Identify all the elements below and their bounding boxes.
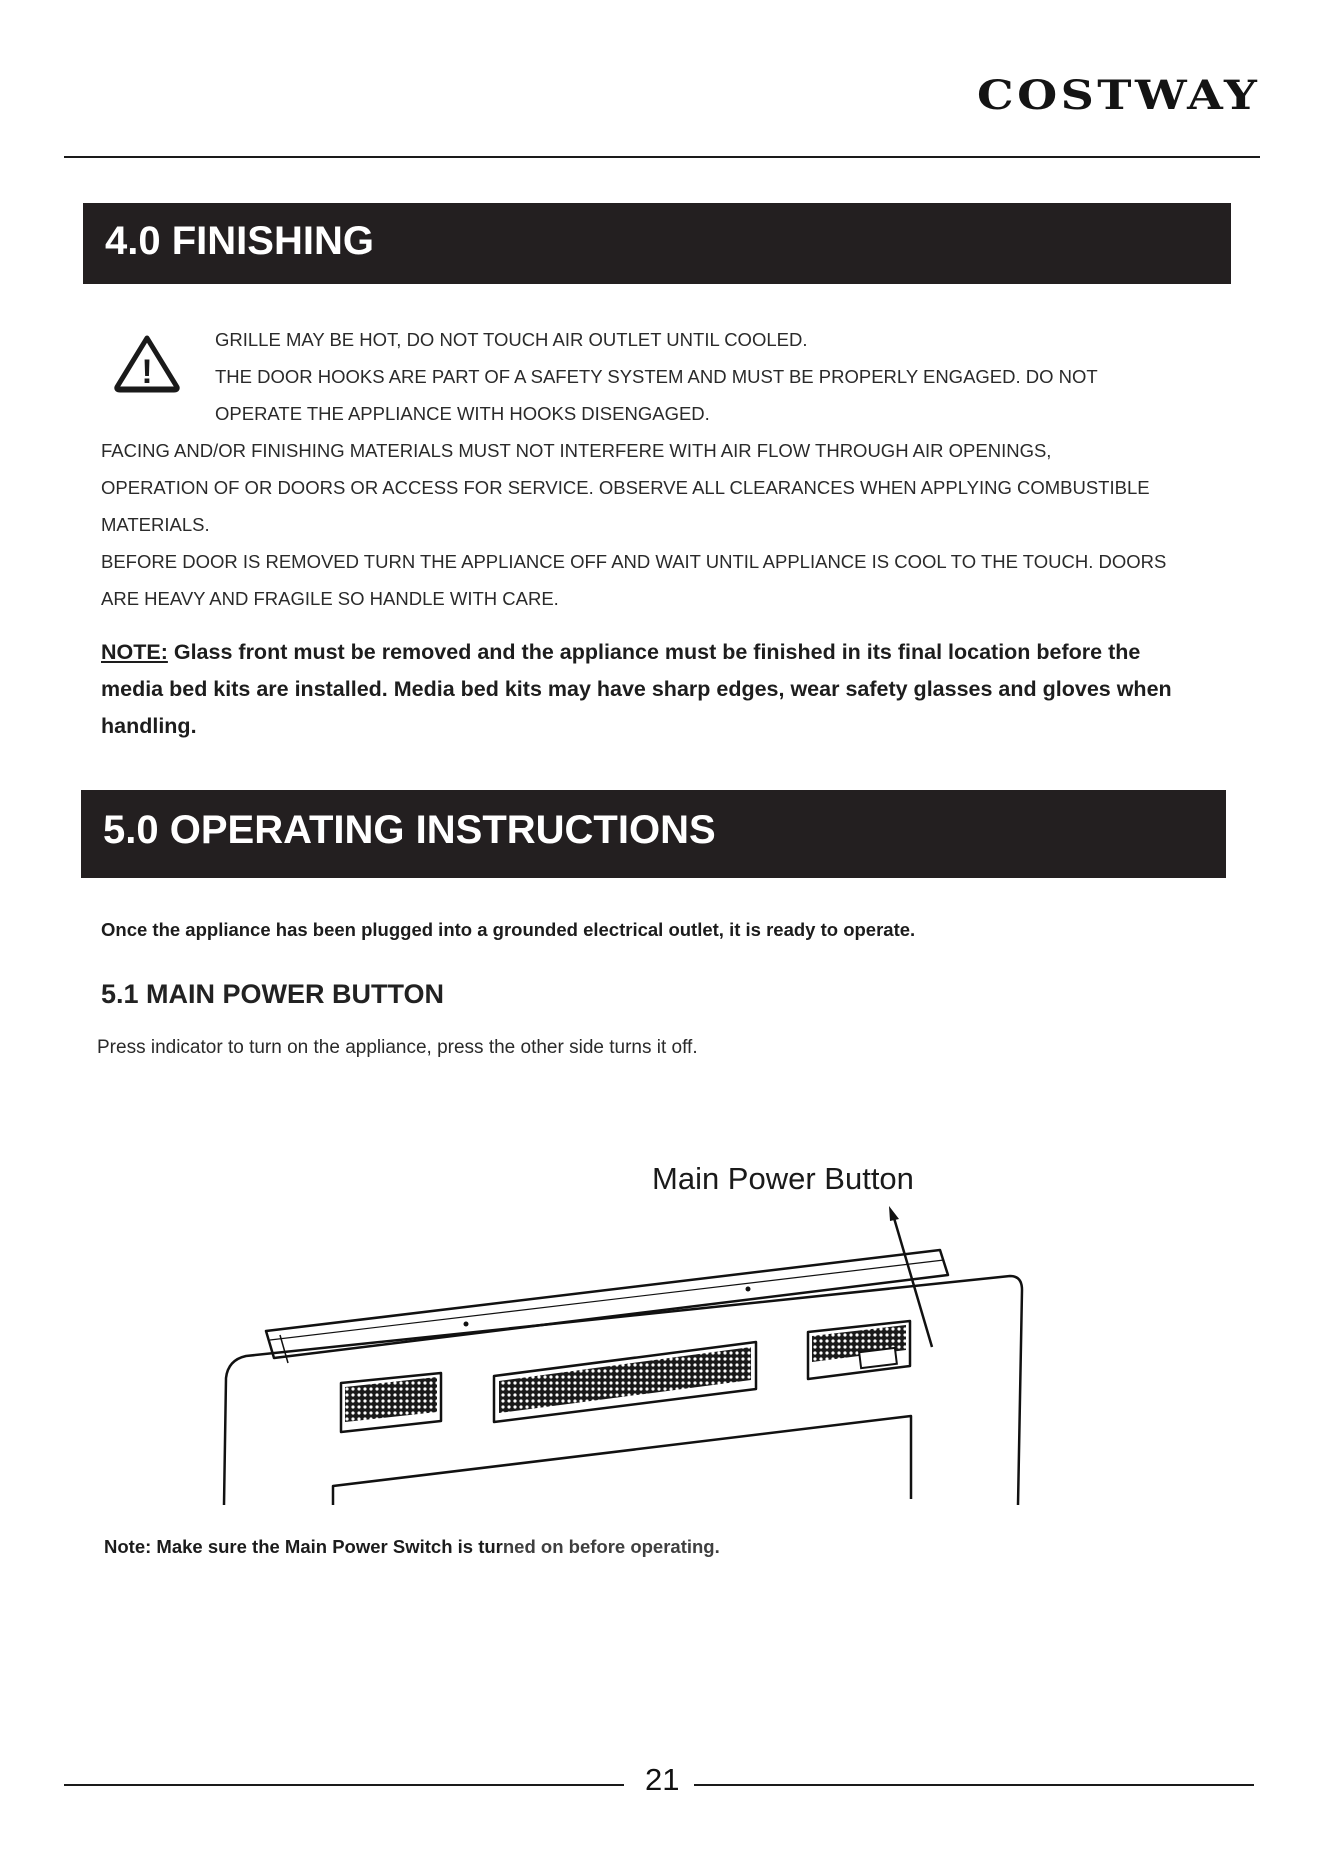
body-line-2: OPERATION OF OR DOORS OR ACCESS FOR SERVICE. OBSERVE ALL CLEARANCES WHEN APPLYING COMBUSTIBLE <box>101 477 1150 498</box>
note-line-1 <box>101 640 1140 665</box>
note-line-3: handling. <box>101 714 197 738</box>
warning-line-3: OPERATE THE APPLIANCE WITH HOOKS DISENGAGED. <box>215 403 710 424</box>
footer-rule-left <box>64 1784 624 1786</box>
final-note-part-1: Note: Make sure the Main Power Switch is tur <box>104 1536 503 1557</box>
warning-line-1: GRILLE MAY BE HOT, DO NOT TOUCH AIR OUTLET UNTIL COOLED. <box>215 329 808 350</box>
final-note-part-2: ned on before operating. <box>502 1536 720 1557</box>
body-line-1: FACING AND/OR FINISHING MATERIALS MUST NOT INTERFERE WITH AIR FLOW THROUGH AIR OPENINGS, <box>101 440 1052 461</box>
operating-intro: Once the appliance has been plugged into a grounded electrical outlet, it is ready to operate. <box>101 919 916 940</box>
subsection-text: Press indicator to turn on the appliance, press the other side turns it off. <box>97 1037 698 1058</box>
subsection-title: 5.1 MAIN POWER BUTTON <box>101 979 445 1009</box>
section-header-operating <box>81 790 1226 878</box>
svg-text:!: ! <box>141 353 153 391</box>
appliance-illustration <box>200 1200 1040 1505</box>
note-label: NOTE: <box>101 640 168 664</box>
warning-line-2: THE DOOR HOOKS ARE PART OF A SAFETY SYSTEM AND MUST BE PROPERLY ENGAGED. DO NOT <box>215 366 1098 387</box>
body-line-3: MATERIALS. <box>101 514 210 535</box>
warning-icon <box>112 333 182 393</box>
page-number: 21 <box>645 1762 680 1797</box>
footer-rule-right <box>694 1784 1254 1786</box>
note-text-1: Glass front must be removed and the appliance must be finished in its final location before the <box>167 640 1141 664</box>
section-title: 4.0 FINISHING <box>105 219 374 263</box>
final-note <box>104 1536 720 1558</box>
brand-logo: COSTWAY <box>976 72 1260 119</box>
figure-callout: Main Power Button <box>652 1161 914 1196</box>
body-line-5: ARE HEAVY AND FRAGILE SO HANDLE WITH CARE. <box>101 588 559 609</box>
section-title: 5.0 OPERATING INSTRUCTIONS <box>103 808 716 852</box>
body-line-4: BEFORE DOOR IS REMOVED TURN THE APPLIANCE OFF AND WAIT UNTIL APPLIANCE IS COOL TO THE TOUCH. DOORS <box>101 551 1167 572</box>
note-line-2: media bed kits are installed. Media bed kits may have sharp edges, wear safety glasses and gloves when <box>101 677 1172 701</box>
section-header-finishing <box>83 203 1231 284</box>
header-rule <box>64 156 1260 158</box>
